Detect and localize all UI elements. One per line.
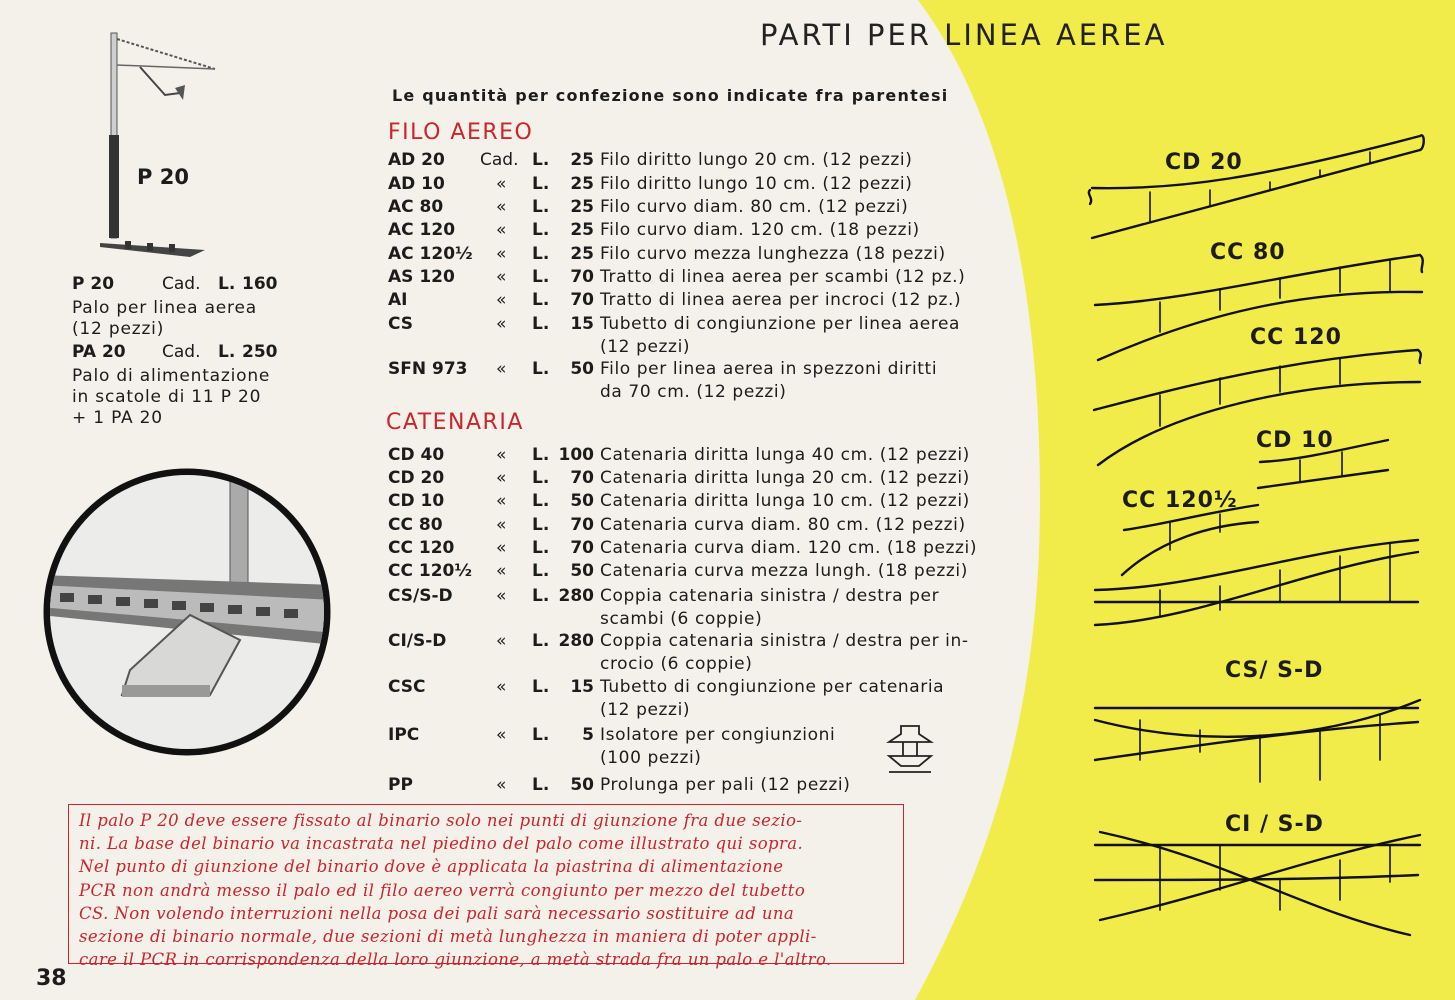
- note-line: PCR non andrà messo il palo ed il filo aereo verrà congiunto per mezzo del tubetto: [79, 880, 806, 900]
- item-description: Catenaria curva mezza lungh. (18 pezzi): [600, 561, 968, 581]
- pole-desc-line: + 1 PA 20: [72, 408, 163, 428]
- pole-base-photo: [40, 465, 335, 760]
- item-description: Catenaria diritta lunga 10 cm. (12 pezzi): [600, 491, 970, 511]
- item-code: SFN 973: [388, 359, 468, 379]
- item-description: Filo curvo diam. 80 cm. (12 pezzi): [600, 197, 909, 217]
- item-code: PP: [388, 775, 413, 795]
- item-code: AC 80: [388, 197, 444, 217]
- item-description: Filo curvo mezza lunghezza (18 pezzi): [600, 244, 946, 264]
- diagram-label: CD 20: [1165, 150, 1243, 175]
- item-description-continued: crocio (6 coppie): [600, 654, 753, 674]
- item-code: CC 120: [388, 538, 455, 558]
- item-unit: «: [496, 314, 507, 334]
- pole-desc-line: (12 pezzi): [72, 319, 165, 339]
- item-price: 70: [570, 538, 594, 558]
- item-description: Tratto di linea aerea per scambi (12 pz.): [600, 267, 966, 287]
- diagram-label: CD 10: [1256, 428, 1334, 453]
- currency-label: L.: [532, 267, 550, 287]
- note-line: ni. La base del binario va incastrata nel piedino del palo come illustrato qui sopra.: [79, 834, 804, 854]
- diagram-label: CS/ S-D: [1225, 658, 1324, 683]
- item-price: 280: [558, 631, 594, 651]
- currency-label: L.: [532, 197, 550, 217]
- note-line: care il PCR in corrispondenza della loro giunzione, a metà strada fra un palo e l'altro.: [79, 950, 832, 970]
- pole-item-p20: [72, 274, 278, 340]
- item-unit: «: [496, 538, 507, 558]
- item-price: 70: [570, 468, 594, 488]
- installation-note: [68, 804, 904, 970]
- item-unit: «: [496, 561, 507, 581]
- currency-label: L.: [532, 150, 550, 170]
- item-description-continued: da 70 cm. (12 pezzi): [600, 382, 787, 402]
- currency-label: L.: [532, 220, 550, 240]
- item-unit: «: [496, 244, 507, 264]
- page-title: PARTI PER LINEA AEREA: [760, 18, 1168, 52]
- item-unit: «: [496, 220, 507, 240]
- pole-price: 250: [242, 342, 278, 362]
- currency-label: L.: [532, 290, 550, 310]
- page-subtitle: Le quantità per confezione sono indicate fra parentesi: [392, 86, 949, 105]
- item-unit: «: [496, 515, 507, 535]
- item-price: 100: [558, 445, 594, 465]
- pole-lire: L.: [218, 274, 236, 294]
- item-price: 50: [570, 491, 594, 511]
- item-code: AI: [388, 290, 408, 310]
- section-heading-filo-aereo: FILO AEREO: [388, 120, 534, 145]
- item-price: 50: [570, 775, 594, 795]
- item-code: CD 10: [388, 491, 445, 511]
- pole-unit: Cad.: [162, 274, 201, 294]
- item-description-continued: (100 pezzi): [600, 748, 702, 768]
- pole-unit: Cad.: [162, 342, 201, 362]
- item-description: Filo curvo diam. 120 cm. (18 pezzi): [600, 220, 920, 240]
- item-description-continued: (12 pezzi): [600, 337, 691, 357]
- item-unit: «: [496, 677, 507, 697]
- item-description: Coppia catenaria sinistra / destra per: [600, 586, 940, 606]
- pole-item-pa20: [72, 342, 278, 429]
- insulator-icon: [885, 722, 935, 778]
- item-unit: «: [496, 631, 507, 651]
- pole-lire: L.: [218, 342, 236, 362]
- note-line: Nel punto di giunzione del binario dove è applicata la piastrina di alimentazione: [79, 857, 784, 877]
- item-unit: «: [496, 491, 507, 511]
- item-description: Isolatore per congiunzioni: [600, 725, 836, 745]
- item-code: AS 120: [388, 267, 455, 287]
- currency-label: L.: [532, 468, 550, 488]
- item-unit: «: [496, 725, 507, 745]
- item-description: Tubetto di congiunzione per catenaria: [600, 677, 945, 697]
- currency-label: L.: [532, 314, 550, 334]
- item-price: 25: [570, 174, 594, 194]
- item-price: 50: [570, 561, 594, 581]
- item-code: CC 80: [388, 515, 443, 535]
- item-unit: «: [496, 445, 507, 465]
- diagram-label: CC 120: [1250, 325, 1342, 350]
- item-code: CD 20: [388, 468, 445, 488]
- item-price: 70: [570, 515, 594, 535]
- item-description: Filo per linea aerea in spezzoni diritti: [600, 359, 938, 379]
- pole-code: P 20: [72, 274, 115, 294]
- item-code: AD 10: [388, 174, 445, 194]
- item-code: AC 120½: [388, 244, 473, 264]
- item-price: 70: [570, 290, 594, 310]
- currency-label: L.: [532, 775, 550, 795]
- note-line: CS. Non volendo interruzioni nella posa dei pali sarà necessario sostituire ad una: [79, 903, 795, 923]
- pole-desc-line: in scatole di 11 P 20: [72, 387, 262, 407]
- currency-label: L.: [532, 174, 550, 194]
- item-unit: «: [496, 197, 507, 217]
- item-price: 5: [582, 725, 594, 745]
- pole-desc-line: Palo di alimentazione: [72, 366, 271, 386]
- item-description: Tubetto di congiunzione per linea aerea: [600, 314, 961, 334]
- item-description: Catenaria diritta lunga 20 cm. (12 pezzi): [600, 468, 970, 488]
- page-number: 38: [36, 966, 67, 991]
- item-price: 25: [570, 220, 594, 240]
- item-price: 15: [570, 314, 594, 334]
- section-heading-catenaria: CATENARIA: [386, 410, 524, 435]
- pole-price: 160: [242, 274, 278, 294]
- item-unit: «: [496, 775, 507, 795]
- currency-label: L.: [532, 244, 550, 264]
- item-description: Prolunga per pali (12 pezzi): [600, 775, 851, 795]
- note-line: sezione di binario normale, due sezioni di metà lunghezza in maniera di poter appli-: [79, 927, 817, 947]
- diagram-label: CC 120½: [1122, 488, 1238, 513]
- item-price: 25: [570, 244, 594, 264]
- item-price: 25: [570, 150, 594, 170]
- diagram-label: CC 80: [1210, 240, 1286, 265]
- currency-label: L.: [532, 515, 550, 535]
- diagram-label: CI / S-D: [1225, 812, 1324, 837]
- item-code: CSC: [388, 677, 426, 697]
- item-price: 280: [558, 586, 594, 606]
- currency-label: L.: [532, 725, 550, 745]
- item-description-continued: scambi (6 coppie): [600, 609, 763, 629]
- item-code: CI/S-D: [388, 631, 447, 651]
- currency-label: L.: [532, 359, 550, 379]
- currency-label: L.: [532, 445, 550, 465]
- pole-figure-label: P 20: [137, 165, 189, 189]
- item-unit: «: [496, 586, 507, 606]
- item-price: 50: [570, 359, 594, 379]
- item-description: Coppia catenaria sinistra / destra per in-: [600, 631, 969, 651]
- item-price: 25: [570, 197, 594, 217]
- item-description-continued: (12 pezzi): [600, 700, 691, 720]
- item-unit: «: [496, 290, 507, 310]
- item-description: Catenaria diritta lunga 40 cm. (12 pezzi): [600, 445, 970, 465]
- pole-desc-line: Palo per linea aerea: [72, 298, 257, 318]
- item-code: IPC: [388, 725, 420, 745]
- pole-code: PA 20: [72, 342, 126, 362]
- item-code: CS: [388, 314, 414, 334]
- item-price: 70: [570, 267, 594, 287]
- item-description: Catenaria curva diam. 80 cm. (12 pezzi): [600, 515, 966, 535]
- item-description: Catenaria curva diam. 120 cm. (18 pezzi): [600, 538, 978, 558]
- item-code: AC 120: [388, 220, 456, 240]
- item-unit: Cad.: [480, 150, 519, 170]
- item-code: CS/S-D: [388, 586, 453, 606]
- currency-label: L.: [532, 677, 550, 697]
- item-description: Filo diritto lungo 20 cm. (12 pezzi): [600, 150, 913, 170]
- currency-label: L.: [532, 561, 550, 581]
- currency-label: L.: [532, 586, 550, 606]
- item-description: Tratto di linea aerea per incroci (12 pz.): [600, 290, 962, 310]
- currency-label: L.: [532, 491, 550, 511]
- item-unit: «: [496, 468, 507, 488]
- note-line: Il palo P 20 deve essere fissato al binario solo nei punti di giunzione fra due sezio-: [79, 811, 803, 830]
- item-code: AD 20: [388, 150, 445, 170]
- item-unit: «: [496, 267, 507, 287]
- currency-label: L.: [532, 538, 550, 558]
- item-unit: «: [496, 359, 507, 379]
- currency-label: L.: [532, 631, 550, 651]
- item-code: CD 40: [388, 445, 445, 465]
- item-code: CC 120½: [388, 561, 472, 581]
- pole-figure: [95, 25, 220, 260]
- item-price: 15: [570, 677, 594, 697]
- item-description: Filo diritto lungo 10 cm. (12 pezzi): [600, 174, 913, 194]
- item-unit: «: [496, 174, 507, 194]
